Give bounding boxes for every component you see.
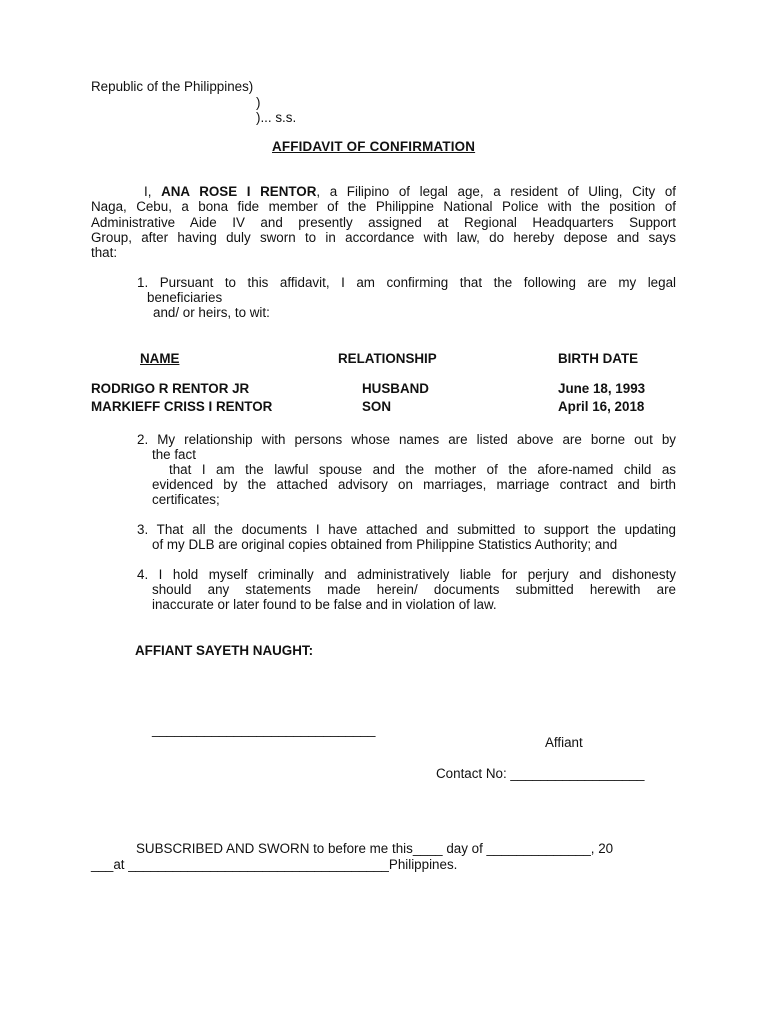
table-row: [0, 381, 768, 399]
affiant-sayeth-naught: AFFIANT SAYETH NAUGHT:: [135, 643, 314, 658]
intro-prefix: I,: [144, 184, 162, 199]
cell-birth-date: June 18, 1993: [558, 381, 646, 396]
col-header-name: NAME: [140, 351, 180, 366]
col-header-relationship: RELATIONSHIP: [338, 351, 437, 366]
header-ss: )... s.s.: [256, 110, 297, 125]
item2-line-1: 2. My relationship with persons whose names are listed above are borne out by: [137, 432, 676, 447]
item1-line-3: and/ or heirs, to wit:: [153, 305, 270, 320]
jurat-line-2: ___at ___________________________________Philippines.: [91, 857, 458, 872]
cell-relationship: HUSBAND: [362, 381, 429, 396]
cell-name: MARKIEFF CRISS I RENTOR: [91, 399, 273, 414]
cell-birth-date: April 16, 2018: [558, 399, 645, 414]
contact-number-field: Contact No: __________________: [436, 766, 645, 781]
cell-relationship: SON: [362, 399, 392, 414]
item1-line-2: beneficiaries: [147, 290, 223, 305]
jurat-line-1: SUBSCRIBED AND SWORN to before me this____ day of ______________, 20: [136, 841, 614, 856]
intro-line-1-rest: , a Filipino of legal age, a resident of Uling, City of: [316, 184, 676, 199]
intro-line-5: that:: [91, 245, 118, 260]
intro-line-2: Naga, Cebu, a bona fide member of the Philippine National Police with the position of: [91, 199, 676, 214]
intro-line-1: [144, 184, 676, 199]
item3-line-1: 3. That all the documents I have attached and submitted to support the updating: [137, 522, 676, 537]
col-header-birth-date: BIRTH DATE: [558, 351, 639, 366]
item2-line-5: certificates;: [152, 492, 220, 507]
item2-line-2: the fact: [152, 447, 196, 462]
header-republic: Republic of the Philippines): [91, 79, 254, 94]
header-paren: ): [256, 95, 261, 110]
item2-line-4: evidenced by the attached advisory on marriages, marriage contract and birth: [152, 477, 676, 492]
item3-line-2: of my DLB are original copies obtained from Philippine Statistics Authority; and: [152, 537, 618, 552]
signature-line: ______________________________: [152, 722, 376, 737]
item4-line-1: 4. I hold myself criminally and administratively liable for perjury and dishonesty: [137, 567, 676, 582]
affiant-name: ANA ROSE I RENTOR: [161, 184, 317, 199]
intro-line-4: Group, after having duly sworn to in accordance with law, do hereby depose and says: [91, 230, 676, 245]
item4-line-2: should any statements made herein/ documents submitted herewith are: [152, 582, 676, 597]
table-row: [0, 399, 768, 417]
affiant-label: Affiant: [545, 735, 583, 750]
document-title: AFFIDAVIT OF CONFIRMATION: [272, 139, 476, 154]
item2-line-3: that I am the lawful spouse and the mother of the afore-named child as: [169, 462, 676, 477]
intro-line-3: Administrative Aide IV and presently assigned at Regional Headquarters Support: [91, 215, 676, 230]
item4-line-3: inaccurate or later found to be false and in violation of law.: [152, 597, 497, 612]
cell-name: RODRIGO R RENTOR JR: [91, 381, 250, 396]
item1-line-1: 1. Pursuant to this affidavit, I am confirming that the following are my legal: [137, 275, 676, 290]
